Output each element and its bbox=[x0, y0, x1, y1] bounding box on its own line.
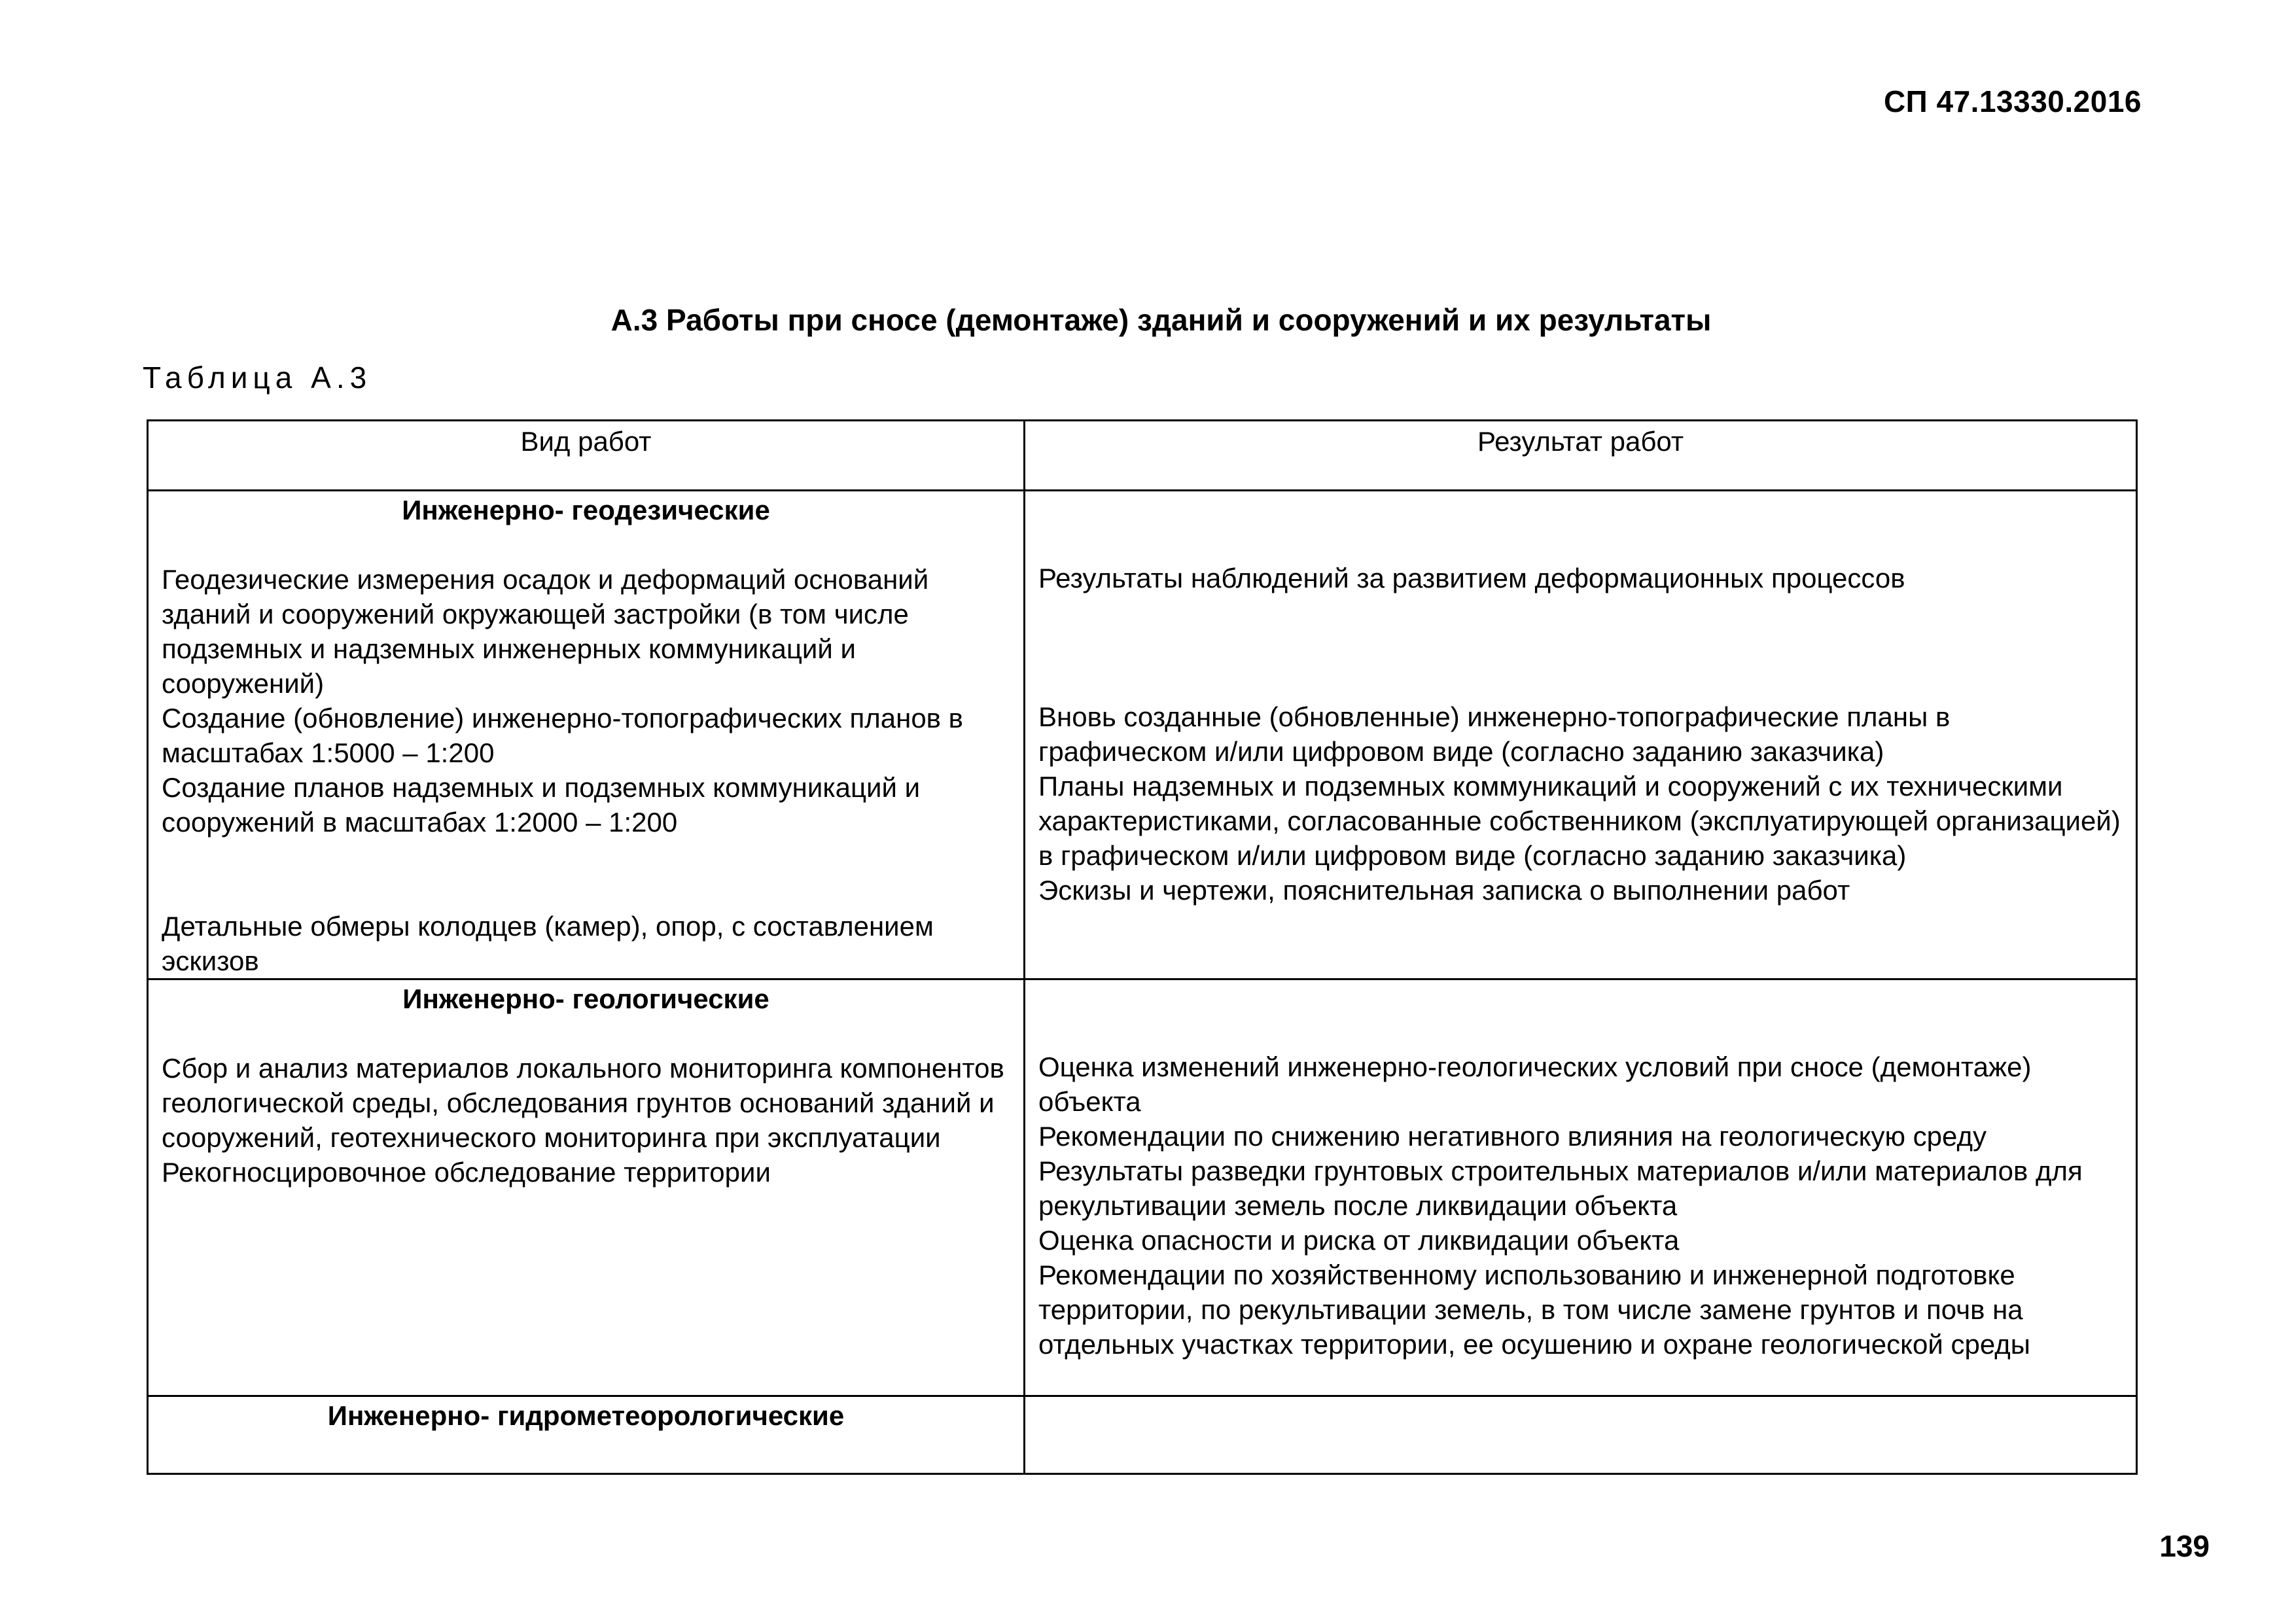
geological-result-3: Результаты разведки грунтовых строительных материалов и/или материалов для рекультивации земель после ликвидации объекта bbox=[1038, 1155, 2083, 1221]
section-title bbox=[0, 302, 2296, 338]
hydrometeorological-results-cell bbox=[1025, 1396, 2137, 1474]
works-table bbox=[147, 419, 2138, 1475]
geodetic-results-cell bbox=[1025, 491, 2137, 979]
geodetic-work-2: Создание (обновление) инженерно-топографических планов в масштабах 1:5000 – 1:200 bbox=[162, 703, 963, 768]
hydrometeorological-works-cell bbox=[148, 1396, 1025, 1474]
geodetic-result-2: Вновь созданные (обновленные) инженерно-топографические планы в графическом и/или цифровом виде (согласно заданию заказчика) bbox=[1038, 701, 1951, 767]
column-header-work-result: Результат работ bbox=[1025, 421, 2137, 491]
document-code: СП 47.13330.2016 bbox=[1883, 84, 2142, 118]
column-header-work-type: Вид работ bbox=[148, 421, 1025, 491]
geodetic-result-3: Планы надземных и подземных коммуникаций и сооружений с их техническими характеристиками, согласованные собственником (эксплуатирующей организацией) в графическом и/или цифровом виде (согласно заданию заказчика) bbox=[1038, 771, 2121, 871]
category-geodetic: Инженерно- геодезические bbox=[402, 495, 770, 525]
table-section-geodetic bbox=[148, 491, 2137, 979]
table-section-geological bbox=[148, 979, 2137, 1396]
geodetic-result-4: Эскизы и чертежи, пояснительная записка о выполнении работ bbox=[1038, 875, 1850, 906]
geological-result-1: Оценка изменений инженерно-геологических условий при сносе (демонтаже) объекта bbox=[1038, 1051, 2032, 1117]
geological-result-5: Рекомендации по хозяйственному использованию и инженерной подготовке территории, по рекультивации земель, в том числе замене грунтов и почв на отдельных участках территории, ее осушению и охране геологической среды bbox=[1038, 1260, 2030, 1360]
geological-result-2: Рекомендации по снижению негативного влияния на геологическую среду bbox=[1038, 1121, 1987, 1152]
geodetic-work-4: Детальные обмеры колодцев (камер), опор, с составлением эскизов bbox=[162, 911, 934, 976]
category-geological: Инженерно- геологические bbox=[402, 983, 769, 1014]
geological-work-1: Сбор и анализ материалов локального мониторинга компонентов геологической среды, обследования грунтов оснований зданий и сооружений, геотехнического мониторинга при эксплуатации bbox=[162, 1053, 1004, 1153]
section-title-text: А.3 Работы при сносе (демонтаже) зданий и сооружений и их результаты bbox=[610, 303, 1712, 337]
geodetic-works-cell bbox=[148, 491, 1025, 979]
table-header-row bbox=[148, 421, 2137, 491]
geodetic-work-1: Геодезические измерения осадок и деформаций оснований зданий и сооружений окружающей застройки (в том числе подземных и надземных инженерных коммуникаций и сооружений) bbox=[162, 564, 929, 699]
geological-result-4: Оценка опасности и риска от ликвидации объекта bbox=[1038, 1225, 1680, 1256]
geological-results-cell bbox=[1025, 979, 2137, 1396]
page-number: 139 bbox=[2159, 1529, 2210, 1563]
category-hydrometeorological: Инженерно- гидрометеорологические bbox=[327, 1400, 845, 1431]
geological-work-2: Рекогносцировочное обследование территории bbox=[162, 1157, 771, 1188]
geological-works-cell bbox=[148, 979, 1025, 1396]
geodetic-work-3: Создание планов надземных и подземных коммуникаций и сооружений в масштабах 1:2000 – 1:200 bbox=[162, 772, 921, 837]
geodetic-result-1: Результаты наблюдений за развитием деформационных процессов bbox=[1038, 563, 1905, 593]
table-section-hydrometeorological bbox=[148, 1396, 2137, 1474]
table-label: Таблица А.3 bbox=[143, 361, 372, 395]
